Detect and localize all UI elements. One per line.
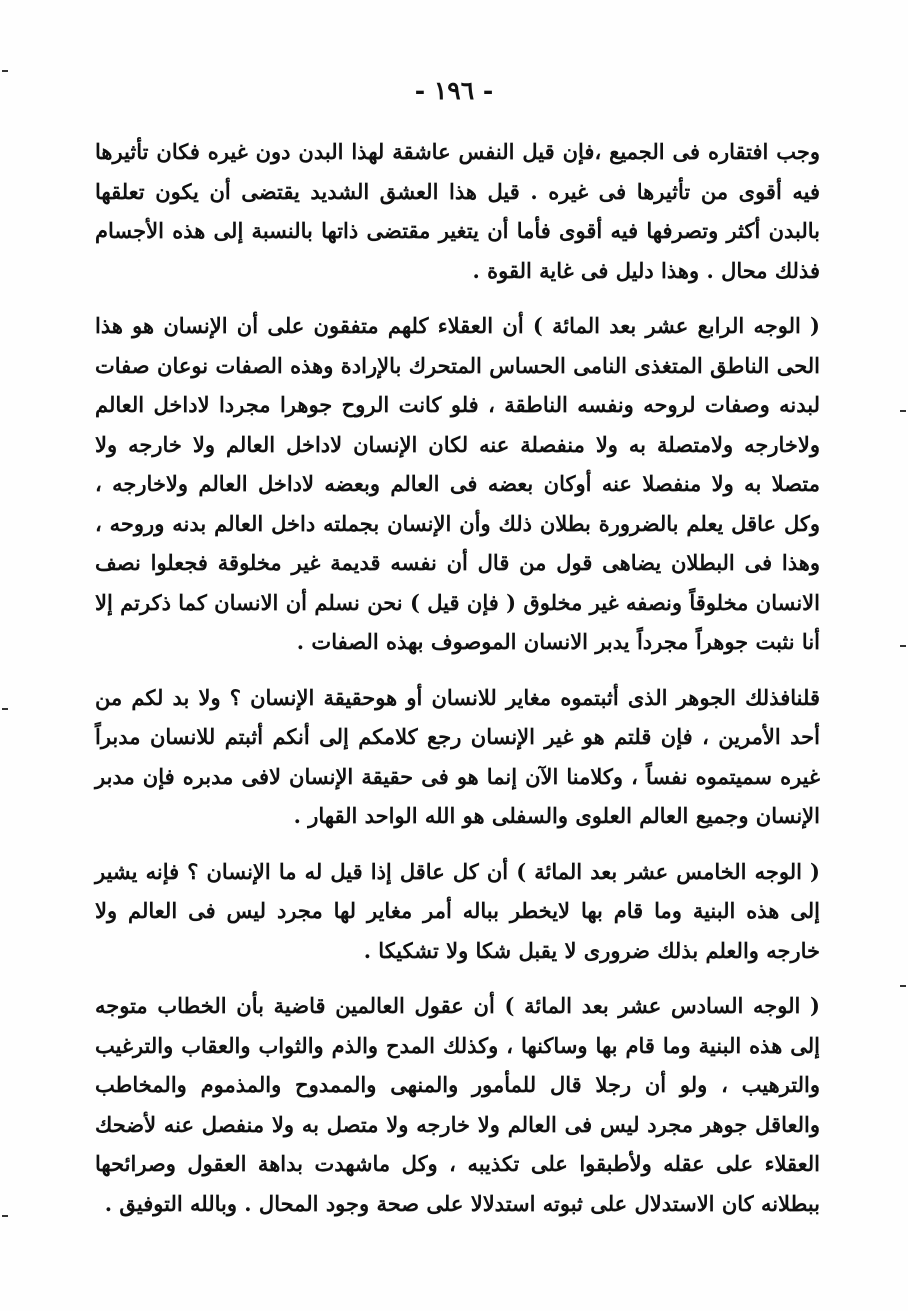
page-number: - ١٩٦ - (414, 76, 494, 105)
scan-mark (900, 985, 906, 987)
scan-mark (2, 70, 8, 72)
paragraph-2: ( الوجه الرابع عشر بعد المائة ) أن العقلاء كلهم متفقون على أن الإنسان هو هذا الحى الناطق المتغذى النامى الحساس المتحرك بالإرادة وهذه الصفات نوعان صفات لبدنه وصفات لروحه ونفسه الناطقة ، فلو كانت الروح جوهرا مجردا لاداخل العالم ولاخارجه ولامتصلة به ولا منفصلة عنه لكان الإنسان لاداخل العالم ولا خارجه ولا متصلا به ولا منفصلا عنه أوكان بعضه فى العالم وبعضه لاداخل العالم ولاخارجه ، وكل عاقل يعلم بالضرورة بطلان ذلك وأن الإنسان بجملته داخل العالم بدنه وروحه ، وهذا فى البطلان يضاهى قول من قال أن نفسه قديمة غير مخلوقة فجعلوا نصف الانسان مخلوقاً ونصفه غير مخلوق ( فإن قيل ) نحن نسلم أن الانسان كما ذكرتم إلا أنا نثبت جوهراً مجرداً يدبر الانسان الموصوف بهذه الصفات . (95, 313, 820, 654)
paragraph-5: ( الوجه السادس عشر بعد المائة ) أن عقول العالمين قاضية بأن الخطاب متوجه إلى هذه البنية وما قام بها وساكنها ، وكذلك المدح والذم والثواب والعقاب والترغيب والترهيب ، ولو أن رجلا قال للمأمور والمنهى والممدوح والمذموم والمخاطب والعاقل جوهر مجرد ليس فى العالم ولا خارجه ولا متصل به ولا منفصل عنه لأضحك العقلاء على عقله ولأطبقوا على تكذيبه ، وكل ماشهدت بداهة العقول وصرائحها ببطلانه كان الاستدلال على ثبوته استدلالا على صحة وجود المحال . وبالله التوفيق . (95, 993, 821, 1216)
paragraph-3: قلنافذلك الجوهر الذى أثبتموه مغاير للانسان أو هوحقيقة الإنسان ؟ ولا بد لكم من أحد الأمرين ، فإن قلتم هو غير الإنسان رجع كلامكم إلى أنكم أثبتم للانسان مدبراً غيره سميتموه نفساً ، وكلامنا الآن إنما هو فى حقيقة الإنسان لافى مدبره فإن مدبر الإنسان وجميع العالم العلوى والسفلى هو الله الواحد القهار . (95, 684, 820, 828)
scan-mark (2, 708, 8, 710)
paragraph-4: ( الوجه الخامس عشر بعد المائة ) أن كل عاقل إذا قيل له ما الإنسان ؟ فإنه يشير إلى هذه البنية وما قام بها لايخطر بباله أمر مغاير لها مجرد ليس فى العالم ولا خارجه والعلم بذلك ضرورى لا يقبل شكا ولا تشكيكا . (95, 858, 820, 963)
paragraph-1: وجب افتقاره فى الجميع ،فإن قيل النفس عاشقة لهذا البدن دون غيره فكان تأثيرها فيه أقوى من تأثيرها فى غيره . قيل هذا العشق الشديد يقتضى أن يكون تعلقها بالبدن أكثر وتصرفها فيه أقوى فأما أن يتغير مقتضى ذاتها بالنسبة إلى هذه الأجسام فذلك محال . وهذا دليل فى غاية القوة . (95, 139, 820, 283)
scan-mark (900, 645, 906, 647)
scan-mark (2, 1215, 8, 1217)
page-body (95, 132, 820, 1223)
scan-mark (900, 410, 906, 412)
